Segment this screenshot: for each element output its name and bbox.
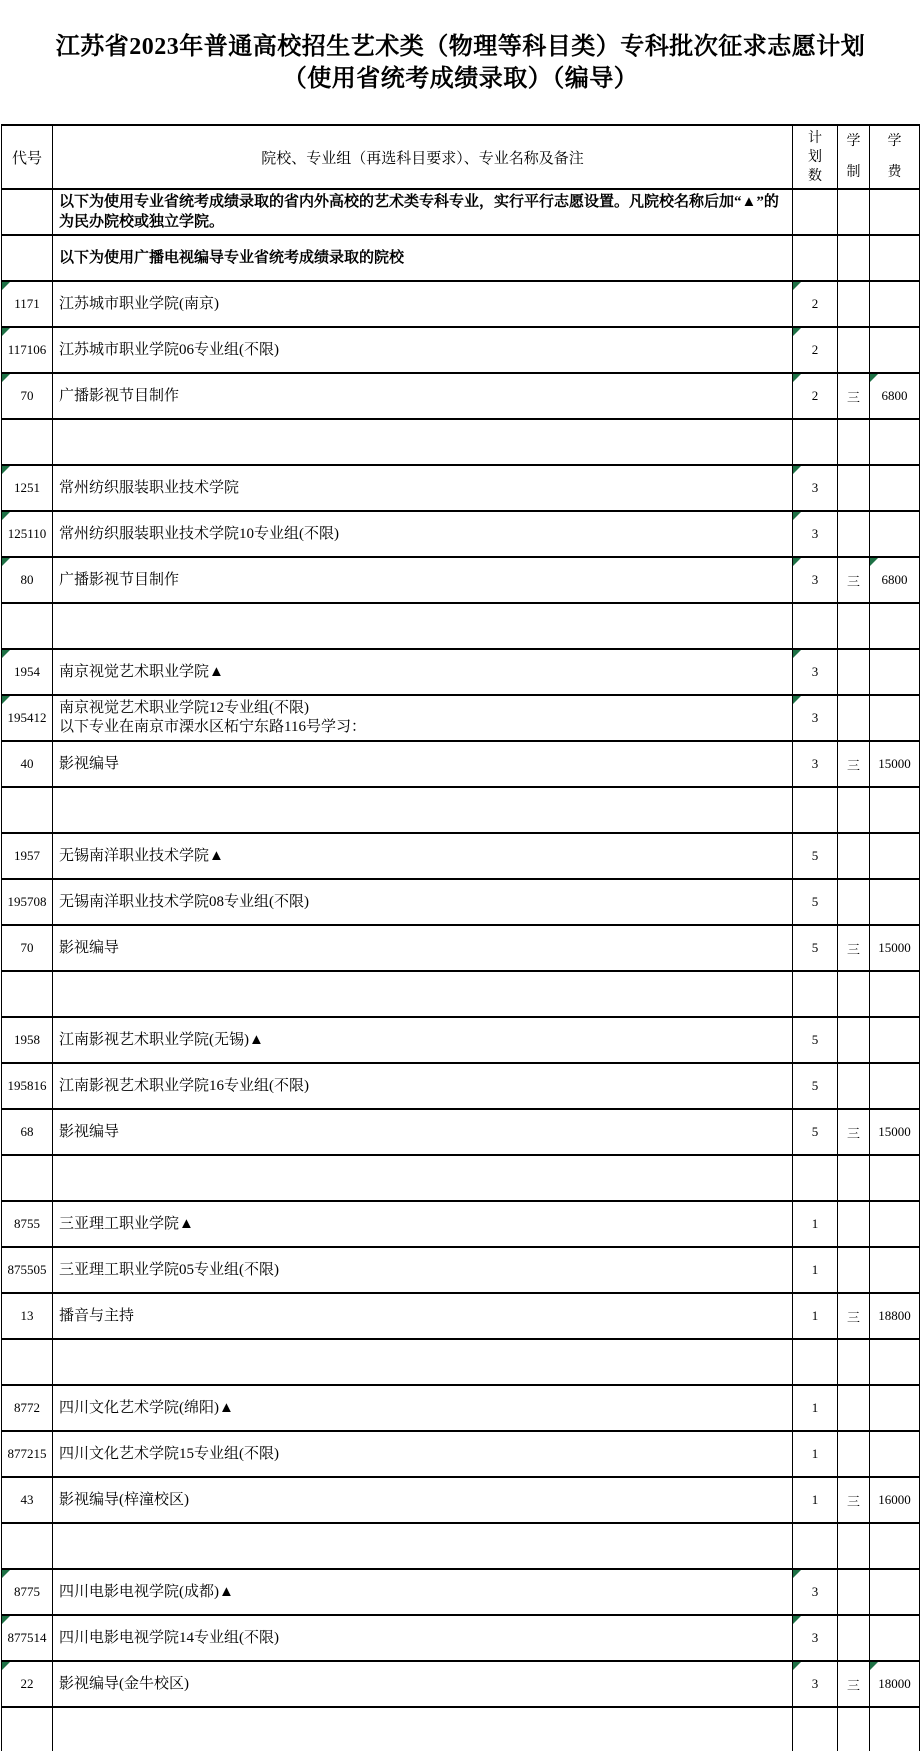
table-row [2, 879, 920, 925]
code-cell [2, 1339, 53, 1385]
name-cell [53, 1155, 793, 1201]
duration-cell [838, 1155, 870, 1201]
name-cell: 三亚理工职业学院05专业组(不限) [53, 1247, 793, 1293]
plan-count-cell: 3 [793, 511, 838, 557]
fee-cell [870, 1569, 920, 1615]
code-cell: 195708 [2, 879, 53, 925]
plan-count-cell [793, 1155, 838, 1201]
code-cell: 8775 [2, 1569, 53, 1615]
fee-cell [870, 235, 920, 281]
duration-cell [838, 1615, 870, 1661]
duration-cell [838, 1569, 870, 1615]
comment-triangle-icon [793, 374, 801, 382]
code-cell: 40 [2, 741, 53, 787]
code-cell [2, 1523, 53, 1569]
name-cell: 江苏城市职业学院(南京) [53, 281, 793, 327]
code-cell: 70 [2, 925, 53, 971]
duration-cell [838, 1247, 870, 1293]
name-cell: 影视编导 [53, 925, 793, 971]
name-cell: 影视编导(梓潼校区) [53, 1477, 793, 1523]
plan-count-cell: 3 [793, 695, 838, 741]
code-cell: 70 [2, 373, 53, 419]
table-row [2, 373, 920, 419]
page-title [0, 31, 921, 95]
comment-triangle-icon [793, 650, 801, 658]
plan-count-cell [793, 419, 838, 465]
duration-cell: 三 [838, 557, 870, 603]
plan-count-cell: 3 [793, 557, 838, 603]
plan-count-cell [793, 189, 838, 235]
code-cell: 195816 [2, 1063, 53, 1109]
plan-count-cell: 1 [793, 1477, 838, 1523]
code-cell [2, 1155, 53, 1201]
code-cell [2, 235, 53, 281]
table-row [2, 1017, 920, 1063]
comment-triangle-icon [2, 650, 10, 658]
code-cell: 1251 [2, 465, 53, 511]
plan-count-cell: 3 [793, 1569, 838, 1615]
fee-cell [870, 971, 920, 1017]
code-cell: 1954 [2, 649, 53, 695]
code-cell: 22 [2, 1661, 53, 1707]
duration-cell [838, 833, 870, 879]
comment-triangle-icon [2, 282, 10, 290]
fee-cell [870, 1385, 920, 1431]
plan-count-cell: 3 [793, 1661, 838, 1707]
plan-count-cell [793, 1523, 838, 1569]
fee-cell [870, 281, 920, 327]
fee-cell [870, 1523, 920, 1569]
comment-triangle-icon [793, 466, 801, 474]
name-cell: 南京视觉艺术职业学院12专业组(不限) 以下专业在南京市溧水区柘宁东路116号学习： [53, 695, 793, 741]
table-header-row [2, 125, 920, 189]
fee-cell [870, 1155, 920, 1201]
fee-cell: 6800 [870, 557, 920, 603]
comment-triangle-icon [2, 466, 10, 474]
table-body [2, 189, 920, 1751]
code-cell: 195412 [2, 695, 53, 741]
plan-count-cell: 1 [793, 1385, 838, 1431]
comment-triangle-icon [2, 558, 10, 566]
table-row [2, 649, 920, 695]
fee-cell [870, 1063, 920, 1109]
fee-cell [870, 879, 920, 925]
spacer-row [2, 1707, 920, 1751]
fee-cell: 15000 [870, 925, 920, 971]
name-cell: 四川文化艺术学院(绵阳)▲ [53, 1385, 793, 1431]
fee-cell [870, 1017, 920, 1063]
duration-cell [838, 465, 870, 511]
fee-cell [870, 465, 920, 511]
fee-cell [870, 511, 920, 557]
duration-cell [838, 603, 870, 649]
duration-cell [838, 189, 870, 235]
header-fee: 学费 [870, 125, 920, 189]
plan-count-cell: 2 [793, 327, 838, 373]
duration-cell [838, 1063, 870, 1109]
code-cell [2, 189, 53, 235]
plan-count-cell [793, 1339, 838, 1385]
code-cell: 875505 [2, 1247, 53, 1293]
name-cell [53, 971, 793, 1017]
code-cell: 8772 [2, 1385, 53, 1431]
fee-cell [870, 1247, 920, 1293]
duration-cell [838, 1707, 870, 1751]
comment-triangle-icon [793, 1616, 801, 1624]
duration-cell [838, 787, 870, 833]
table-row [2, 925, 920, 971]
spacer-row [2, 787, 920, 833]
plan-count-cell: 1 [793, 1293, 838, 1339]
fee-cell [870, 603, 920, 649]
code-cell: 1171 [2, 281, 53, 327]
fee-cell: 15000 [870, 1109, 920, 1155]
name-cell: 影视编导(金牛校区) [53, 1661, 793, 1707]
comment-triangle-icon [793, 1570, 801, 1578]
header-duration: 学制 [838, 125, 870, 189]
duration-cell [838, 1017, 870, 1063]
duration-cell [838, 327, 870, 373]
fee-cell [870, 649, 920, 695]
table-row [2, 1477, 920, 1523]
table-row [2, 1615, 920, 1661]
table-row [2, 1661, 920, 1707]
spacer-row [2, 1155, 920, 1201]
plan-count-cell: 3 [793, 465, 838, 511]
table-row [2, 1247, 920, 1293]
comment-triangle-icon [793, 696, 801, 704]
name-cell: 三亚理工职业学院▲ [53, 1201, 793, 1247]
duration-cell [838, 235, 870, 281]
duration-cell [838, 419, 870, 465]
plan-count-cell: 1 [793, 1201, 838, 1247]
comment-triangle-icon [2, 1616, 10, 1624]
page-title-line1: 江苏省2023年普通高校招生艺术类（物理等科目类）专科批次征求志愿计划 [55, 34, 866, 60]
note-row [2, 235, 920, 281]
plan-count-cell [793, 787, 838, 833]
plan-count-cell: 5 [793, 1109, 838, 1155]
name-cell: 南京视觉艺术职业学院▲ [53, 649, 793, 695]
spacer-row [2, 971, 920, 1017]
code-cell: 117106 [2, 327, 53, 373]
code-cell: 80 [2, 557, 53, 603]
table-row [2, 1201, 920, 1247]
fee-cell: 6800 [870, 373, 920, 419]
table-row [2, 741, 920, 787]
duration-cell: 三 [838, 1661, 870, 1707]
name-cell: 影视编导 [53, 741, 793, 787]
spacer-row [2, 1339, 920, 1385]
fee-cell: 15000 [870, 741, 920, 787]
table-row [2, 465, 920, 511]
plan-count-cell: 5 [793, 833, 838, 879]
fee-cell: 18800 [870, 1293, 920, 1339]
comment-triangle-icon [793, 512, 801, 520]
name-cell: 播音与主持 [53, 1293, 793, 1339]
duration-cell [838, 1523, 870, 1569]
name-cell [53, 1339, 793, 1385]
code-cell: 43 [2, 1477, 53, 1523]
name-cell: 四川电影电视学院14专业组(不限) [53, 1615, 793, 1661]
duration-cell [838, 971, 870, 1017]
spacer-row [2, 1523, 920, 1569]
table-row [2, 1063, 920, 1109]
plan-count-cell: 5 [793, 1063, 838, 1109]
duration-cell [838, 281, 870, 327]
code-cell: 877215 [2, 1431, 53, 1477]
fee-cell [870, 419, 920, 465]
comment-triangle-icon [793, 1662, 801, 1670]
comment-triangle-icon [2, 1662, 10, 1670]
name-cell [53, 1707, 793, 1751]
table-row [2, 511, 920, 557]
plan-count-cell: 2 [793, 281, 838, 327]
duration-cell [838, 1431, 870, 1477]
name-cell: 常州纺织服装职业技术学院10专业组(不限) [53, 511, 793, 557]
table-row [2, 695, 920, 741]
plan-count-cell [793, 603, 838, 649]
comment-triangle-icon [870, 374, 878, 382]
name-cell: 影视编导 [53, 1109, 793, 1155]
table-row [2, 1569, 920, 1615]
name-cell [53, 419, 793, 465]
plan-count-cell: 3 [793, 741, 838, 787]
duration-cell: 三 [838, 925, 870, 971]
code-cell [2, 1707, 53, 1751]
duration-cell: 三 [838, 1293, 870, 1339]
code-cell [2, 787, 53, 833]
fee-cell: 16000 [870, 1477, 920, 1523]
comment-triangle-icon [870, 558, 878, 566]
comment-triangle-icon [793, 558, 801, 566]
duration-cell [838, 879, 870, 925]
duration-cell: 三 [838, 741, 870, 787]
note-row [2, 189, 920, 235]
table-row [2, 1109, 920, 1155]
header-plan: 计划数 [793, 125, 838, 189]
name-cell [53, 603, 793, 649]
comment-triangle-icon [870, 1662, 878, 1670]
duration-cell [838, 1201, 870, 1247]
duration-cell: 三 [838, 1109, 870, 1155]
name-cell: 广播影视节目制作 [53, 373, 793, 419]
fee-cell [870, 327, 920, 373]
table-row [2, 1431, 920, 1477]
code-cell: 1958 [2, 1017, 53, 1063]
fee-cell [870, 787, 920, 833]
name-cell [53, 787, 793, 833]
plan-count-cell: 5 [793, 879, 838, 925]
table-row [2, 327, 920, 373]
code-cell: 1957 [2, 833, 53, 879]
name-cell: 江苏城市职业学院06专业组(不限) [53, 327, 793, 373]
table-row [2, 1293, 920, 1339]
duration-cell [838, 1385, 870, 1431]
plan-count-cell [793, 971, 838, 1017]
table-row [2, 557, 920, 603]
name-cell: 江南影视艺术职业学院16专业组(不限) [53, 1063, 793, 1109]
code-cell: 8755 [2, 1201, 53, 1247]
name-cell: 江南影视艺术职业学院(无锡)▲ [53, 1017, 793, 1063]
code-cell [2, 419, 53, 465]
note-text-cell: 以下为使用广播电视编导专业省统考成绩录取的院校 [53, 235, 793, 281]
fee-cell [870, 1615, 920, 1661]
code-cell: 125110 [2, 511, 53, 557]
plan-count-cell: 5 [793, 1017, 838, 1063]
name-cell: 常州纺织服装职业技术学院 [53, 465, 793, 511]
name-cell: 无锡南洋职业技术学院▲ [53, 833, 793, 879]
name-cell: 无锡南洋职业技术学院08专业组(不限) [53, 879, 793, 925]
plan-count-cell: 5 [793, 925, 838, 971]
fee-cell [870, 1339, 920, 1385]
code-cell [2, 971, 53, 1017]
plan-count-cell: 1 [793, 1431, 838, 1477]
comment-triangle-icon [793, 328, 801, 336]
plan-count-cell [793, 235, 838, 281]
fee-cell [870, 1431, 920, 1477]
comment-triangle-icon [2, 696, 10, 704]
code-cell [2, 603, 53, 649]
table-row [2, 833, 920, 879]
plan-table [1, 124, 920, 1751]
duration-cell: 三 [838, 373, 870, 419]
spacer-row [2, 419, 920, 465]
name-cell: 四川文化艺术学院15专业组(不限) [53, 1431, 793, 1477]
name-cell: 四川电影电视学院(成都)▲ [53, 1569, 793, 1615]
comment-triangle-icon [2, 374, 10, 382]
duration-cell [838, 695, 870, 741]
fee-cell: 18000 [870, 1661, 920, 1707]
code-cell: 877514 [2, 1615, 53, 1661]
spacer-row [2, 603, 920, 649]
note-text-cell: 以下为使用专业省统考成绩录取的省内外高校的艺术类专科专业，实行平行志愿设置。凡院校名称后加“▲”的为民办院校或独立学院。 [53, 189, 793, 235]
fee-cell [870, 1707, 920, 1751]
comment-triangle-icon [2, 328, 10, 336]
plan-count-cell: 1 [793, 1247, 838, 1293]
name-cell: 广播影视节目制作 [53, 557, 793, 603]
comment-triangle-icon [793, 282, 801, 290]
fee-cell [870, 1201, 920, 1247]
plan-count-cell: 3 [793, 649, 838, 695]
header-name: 院校、专业组（再选科目要求）、专业名称及备注 [53, 125, 793, 189]
plan-count-cell: 3 [793, 1615, 838, 1661]
fee-cell [870, 833, 920, 879]
header-code: 代号 [2, 125, 53, 189]
duration-cell [838, 1339, 870, 1385]
plan-count-cell: 2 [793, 373, 838, 419]
table-row [2, 281, 920, 327]
name-cell [53, 1523, 793, 1569]
code-cell: 68 [2, 1109, 53, 1155]
duration-cell [838, 649, 870, 695]
fee-cell [870, 189, 920, 235]
duration-cell: 三 [838, 1477, 870, 1523]
table-row [2, 1385, 920, 1431]
comment-triangle-icon [2, 1570, 10, 1578]
fee-cell [870, 695, 920, 741]
duration-cell [838, 511, 870, 557]
plan-count-cell [793, 1707, 838, 1751]
code-cell: 13 [2, 1293, 53, 1339]
comment-triangle-icon [2, 512, 10, 520]
page-title-line2: （使用省统考成绩录取）（编导） [282, 66, 639, 92]
